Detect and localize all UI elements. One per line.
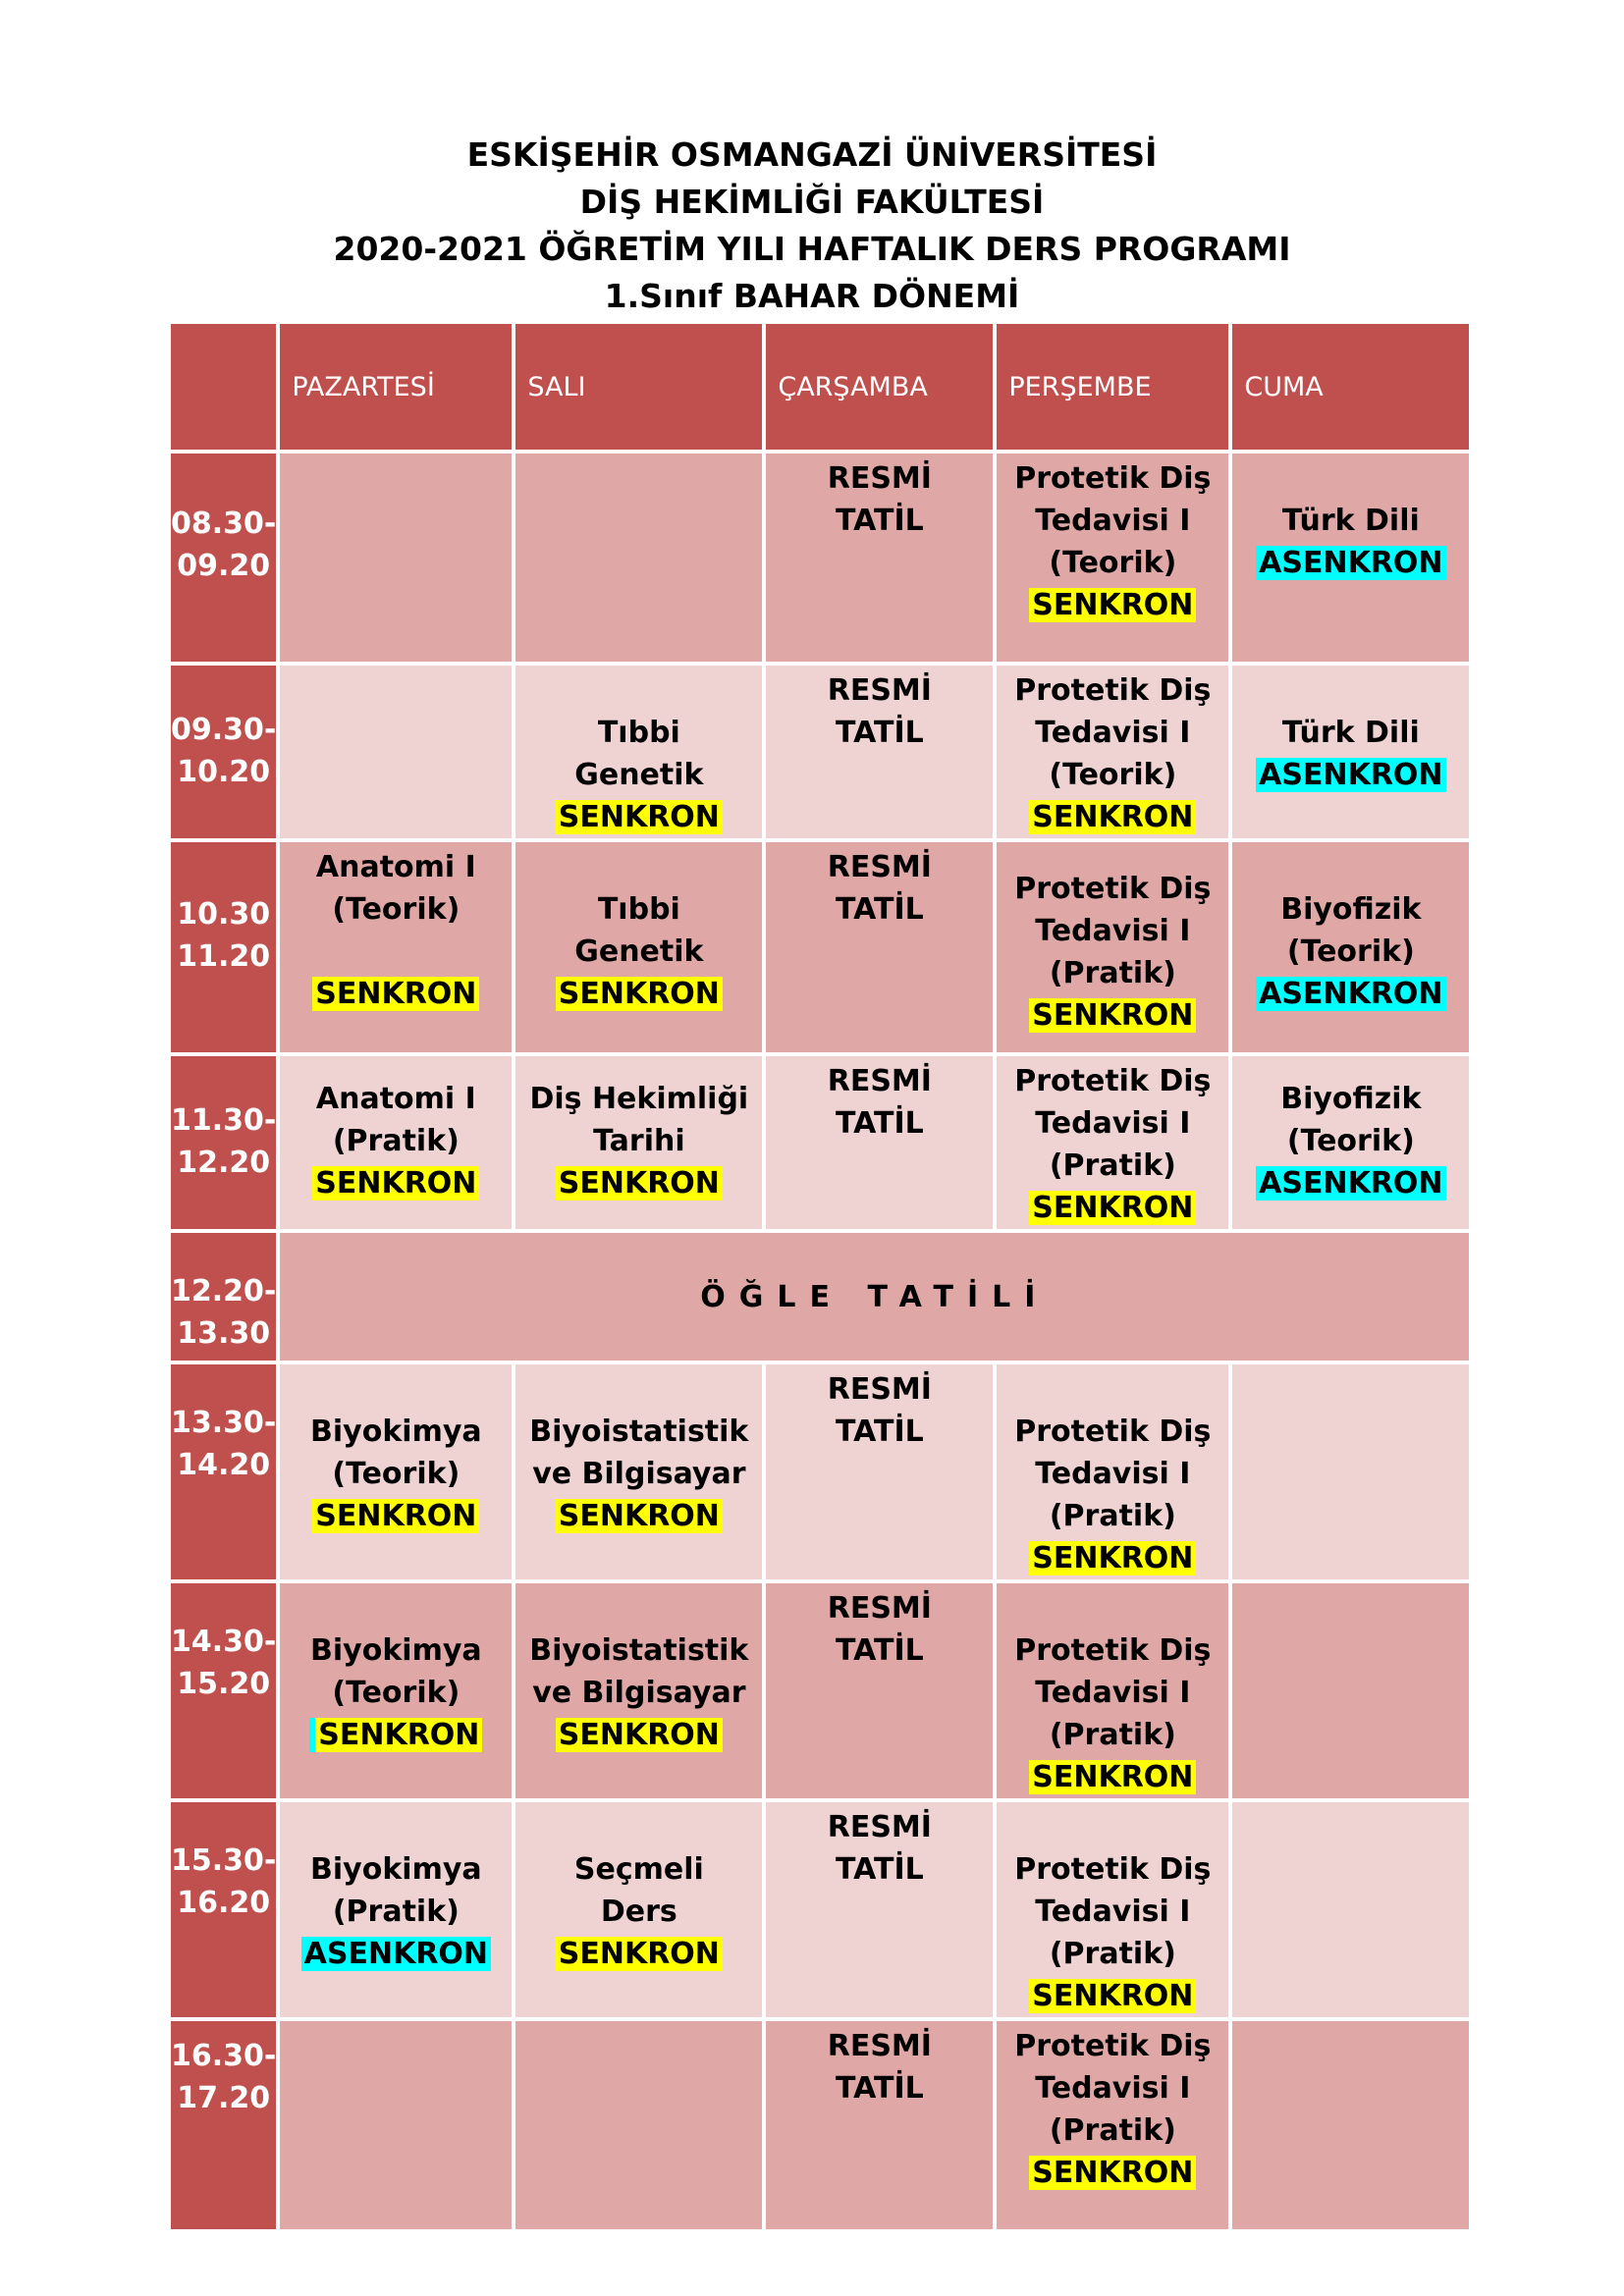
schedule-cell: RESMİ TATİL	[764, 2019, 995, 2231]
schedule-cell	[278, 664, 514, 840]
schedule-cell: Protetik Diş Tedavisi I (Teorik) SENKRON	[995, 452, 1230, 664]
schedule-cell: RESMİ TATİL	[764, 452, 995, 664]
schedule-cell: Biyokimya (Teorik) SENKRON	[278, 1581, 514, 1800]
schedule-cell: Diş Hekimliği Tarihi SENKRON	[514, 1054, 764, 1231]
lunch-row	[169, 1231, 1471, 1362]
class-term: 1.Sınıf BAHAR DÖNEMİ	[604, 277, 1020, 315]
schedule-cell: RESMİ TATİL	[764, 840, 995, 1054]
senkron-badge: SENKRON	[312, 1166, 479, 1201]
day-header: PAZARTESİ	[278, 322, 514, 452]
document-title	[0, 132, 1624, 320]
time-slot: 16.30- 17.20	[169, 2019, 278, 2231]
senkron-badge: SENKRON	[556, 1499, 723, 1533]
asenkron-badge: ASENKRON	[1256, 1166, 1445, 1201]
time-slot: 14.30- 15.20	[169, 1581, 278, 1800]
time-slot: 15.30- 16.20	[169, 1800, 278, 2019]
time-slot: 08.30- 09.20	[169, 452, 278, 664]
schedule-cell: Protetik Diş Tedavisi I (Teorik) SENKRON	[995, 664, 1230, 840]
university-name: ESKİŞEHİR OSMANGAZİ ÜNİVERSİTESİ	[466, 135, 1158, 174]
corner-cell	[169, 322, 278, 452]
header-row	[169, 322, 1471, 452]
schedule-cell: RESMİ TATİL	[764, 1054, 995, 1231]
senkron-badge: SENKRON	[1029, 1191, 1196, 1225]
program-title: 2020-2021 ÖĞRETİM YILI HAFTALIK DERS PROGRAMI	[333, 230, 1291, 268]
table-row	[169, 2019, 1471, 2231]
schedule-cell: Biyokimya (Teorik) SENKRON	[278, 1362, 514, 1581]
schedule-cell: Protetik Diş Tedavisi I (Pratik) SENKRON	[995, 2019, 1230, 2231]
schedule-cell: Seçmeli Ders SENKRON	[514, 1800, 764, 2019]
table-row	[169, 1054, 1471, 1231]
table-row	[169, 1800, 1471, 2019]
senkron-badge: SENKRON	[312, 1499, 479, 1533]
table-row	[169, 1581, 1471, 1800]
schedule-cell: Protetik Diş Tedavisi I (Pratik) SENKRON	[995, 1054, 1230, 1231]
schedule-cell: Biyoistatistik ve Bilgisayar SENKRON	[514, 1362, 764, 1581]
schedule-cell: Protetik Diş Tedavisi I (Pratik) SENKRON	[995, 1581, 1230, 1800]
lunch-break: ÖĞLE TATİLİ	[278, 1231, 1471, 1362]
time-slot: 13.30- 14.20	[169, 1362, 278, 1581]
senkron-badge: SENKRON	[1029, 998, 1196, 1033]
table-row	[169, 664, 1471, 840]
senkron-badge: SENKRON	[556, 1166, 723, 1201]
schedule-cell: RESMİ TATİL	[764, 664, 995, 840]
senkron-badge: SENKRON	[556, 1718, 723, 1752]
time-slot: 09.30- 10.20	[169, 664, 278, 840]
schedule-cell	[1230, 1581, 1471, 1800]
schedule-cell: Biyofizik (Teorik) ASENKRON	[1230, 840, 1471, 1054]
senkron-badge: SENKRON	[556, 1937, 723, 1971]
senkron-badge: SENKRON	[1029, 1979, 1196, 2013]
senkron-badge: SENKRON	[1029, 1760, 1196, 1794]
senkron-badge: SENKRON	[1029, 2156, 1196, 2190]
senkron-badge: SENKRON	[309, 1718, 482, 1752]
schedule-cell	[1230, 1362, 1471, 1581]
table-row	[169, 1362, 1471, 1581]
schedule-cell: RESMİ TATİL	[764, 1800, 995, 2019]
schedule-cell: RESMİ TATİL	[764, 1362, 995, 1581]
asenkron-badge: ASENKRON	[1256, 758, 1445, 792]
schedule-cell	[278, 2019, 514, 2231]
day-header: CUMA	[1230, 322, 1471, 452]
senkron-badge: SENKRON	[556, 800, 723, 834]
table-row	[169, 840, 1471, 1054]
time-slot: 11.30- 12.20	[169, 1054, 278, 1231]
schedule-cell	[514, 2019, 764, 2231]
table-row	[169, 452, 1471, 664]
schedule-cell: Tıbbi Genetik SENKRON	[514, 840, 764, 1054]
schedule-cell: Anatomi I (Pratik) SENKRON	[278, 1054, 514, 1231]
faculty-name: DİŞ HEKİMLİĞİ FAKÜLTESİ	[579, 183, 1045, 221]
asenkron-badge: ASENKRON	[1256, 546, 1445, 580]
day-header: PERŞEMBE	[995, 322, 1230, 452]
senkron-badge: SENKRON	[1029, 800, 1196, 834]
senkron-badge: SENKRON	[1029, 1541, 1196, 1575]
day-header: ÇARŞAMBA	[764, 322, 995, 452]
day-header: SALI	[514, 322, 764, 452]
schedule-cell: Biyoistatistik ve Bilgisayar SENKRON	[514, 1581, 764, 1800]
schedule-cell: Tıbbi Genetik SENKRON	[514, 664, 764, 840]
time-slot: 12.20- 13.30	[169, 1231, 278, 1362]
senkron-badge: SENKRON	[312, 977, 479, 1011]
schedule-cell	[1230, 1800, 1471, 2019]
schedule-cell	[514, 452, 764, 664]
schedule-cell	[278, 452, 514, 664]
schedule-cell: Biyofizik (Teorik) ASENKRON	[1230, 1054, 1471, 1231]
time-slot: 10.30 11.20	[169, 840, 278, 1054]
schedule-table	[167, 320, 1473, 2233]
schedule-cell: Biyokimya (Pratik) ASENKRON	[278, 1800, 514, 2019]
schedule-cell: Türk Dili ASENKRON	[1230, 452, 1471, 664]
senkron-badge: SENKRON	[556, 977, 723, 1011]
schedule-cell: Anatomi I (Teorik) SENKRON	[278, 840, 514, 1054]
schedule-cell	[1230, 2019, 1471, 2231]
senkron-badge: SENKRON	[1029, 588, 1196, 622]
schedule-cell: Protetik Diş Tedavisi I (Pratik) SENKRON	[995, 1362, 1230, 1581]
schedule-cell: RESMİ TATİL	[764, 1581, 995, 1800]
schedule-cell: Protetik Diş Tedavisi I (Pratik) SENKRON	[995, 1800, 1230, 2019]
asenkron-badge: ASENKRON	[301, 1937, 491, 1971]
schedule-cell: Türk Dili ASENKRON	[1230, 664, 1471, 840]
schedule-cell: Protetik Diş Tedavisi I (Pratik) SENKRON	[995, 840, 1230, 1054]
asenkron-badge: ASENKRON	[1256, 977, 1445, 1011]
